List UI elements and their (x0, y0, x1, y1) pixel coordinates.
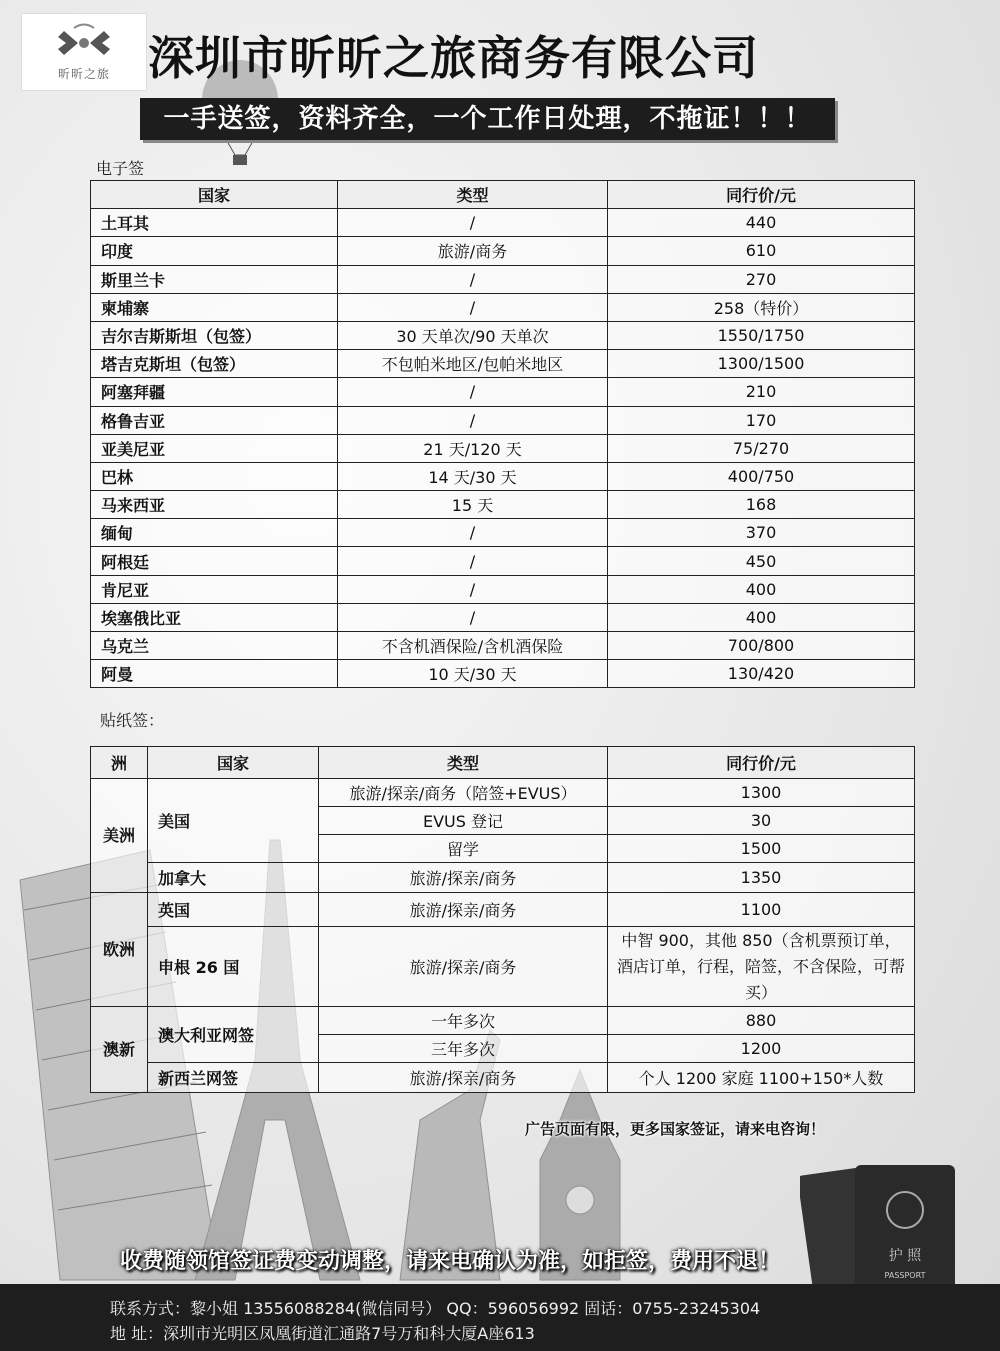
price-cell: 75/270 (608, 434, 915, 462)
price-cell: 610 (608, 237, 915, 265)
type-cell: / (338, 378, 608, 406)
type-cell: 旅游/探亲/商务 (319, 927, 608, 1007)
column-header-type: 类型 (338, 181, 608, 209)
country-cell: 加拿大 (148, 863, 319, 893)
table-row (91, 575, 915, 603)
sticker-section-label: 贴纸签： (100, 711, 165, 730)
price-cell: 450 (608, 547, 915, 575)
table-row (91, 893, 915, 927)
country-cell: 印度 (91, 237, 338, 265)
price-cell: 1200 (608, 1035, 915, 1063)
evisa-table-body (91, 209, 915, 688)
type-cell: / (338, 209, 608, 237)
price-cell: 1500 (608, 835, 915, 863)
company-name: 深圳市昕昕之旅商务有限公司 (148, 31, 759, 85)
table-row (91, 293, 915, 321)
country-cell: 阿曼 (91, 660, 338, 688)
type-cell: 一年多次 (319, 1007, 608, 1035)
svg-text:PASSPORT: PASSPORT (884, 1271, 926, 1280)
price-cell: 30 (608, 807, 915, 835)
price-cell: 1300 (608, 779, 915, 807)
country-cell: 新西兰网签 (148, 1063, 319, 1093)
type-cell: / (338, 265, 608, 293)
table-row (91, 779, 915, 807)
type-cell: / (338, 293, 608, 321)
table-row (91, 406, 915, 434)
price-cell: 440 (608, 209, 915, 237)
type-cell: 留学 (319, 835, 608, 863)
type-cell: EVUS 登记 (319, 807, 608, 835)
type-cell: 14 天/30 天 (338, 462, 608, 490)
price-cell: 700/800 (608, 632, 915, 660)
type-cell: / (338, 519, 608, 547)
price-cell: 258（特价） (608, 293, 915, 321)
sticker-visa-table (90, 746, 915, 1093)
type-cell: 旅游/探亲/商务 (319, 893, 608, 927)
table-row (91, 265, 915, 293)
country-cell: 塔吉克斯坦（包签） (91, 350, 338, 378)
continent-cell-europe: 欧洲 (91, 893, 148, 1007)
country-cell: 柬埔寨 (91, 293, 338, 321)
table-row (91, 603, 915, 631)
price-cell: 370 (608, 519, 915, 547)
table-row (91, 1007, 915, 1035)
country-cell: 缅甸 (91, 519, 338, 547)
price-cell: 880 (608, 1007, 915, 1035)
price-cell: 中智 900，其他 850（含机票预订单，酒店订单，行程，陪签，不含保险，可帮买） (608, 927, 915, 1007)
slogan-banner: 一手送签，资料齐全，一个工作日处理，不拖证！！！ (140, 98, 835, 140)
country-cell: 申根 26 国 (148, 927, 319, 1007)
price-cell: 个人 1200 家庭 1100+150*人数 (608, 1063, 915, 1093)
table-row (91, 547, 915, 575)
country-cell: 埃塞俄比亚 (91, 603, 338, 631)
column-header-price: 同行价/元 (608, 181, 915, 209)
country-cell: 阿塞拜疆 (91, 378, 338, 406)
column-header-continent: 洲 (91, 747, 148, 779)
table-row (91, 632, 915, 660)
price-cell: 1550/1750 (608, 321, 915, 349)
price-cell: 170 (608, 406, 915, 434)
type-cell: 不含机酒保险/含机酒保险 (338, 632, 608, 660)
fee-disclaimer: 收费随领馆签证费变动调整，请来电确认为准，如拒签，费用不退！ (120, 1249, 781, 1274)
price-cell: 400 (608, 575, 915, 603)
country-cell: 英国 (148, 893, 319, 927)
price-cell: 210 (608, 378, 915, 406)
table-row (91, 321, 915, 349)
country-cell: 马来西亚 (91, 491, 338, 519)
type-cell: / (338, 406, 608, 434)
type-cell: 30 天单次/90 天单次 (338, 321, 608, 349)
type-cell: 旅游/商务 (338, 237, 608, 265)
more-countries-notice: 广告页面有限，更多国家签证，请来电咨询！ (525, 1120, 826, 1138)
country-cell: 美国 (148, 779, 319, 863)
table-row (91, 378, 915, 406)
evisa-table (90, 180, 915, 688)
price-cell: 1100 (608, 893, 915, 927)
contact-line: 联系方式：黎小姐 13556088284(微信同号） QQ：596056992 固话：0755-23245304 (110, 1299, 761, 1318)
type-cell: 三年多次 (319, 1035, 608, 1063)
country-cell: 澳大利亚网签 (148, 1007, 319, 1063)
country-cell: 亚美尼亚 (91, 434, 338, 462)
type-cell: 旅游/探亲/商务 (319, 1063, 608, 1093)
price-cell: 168 (608, 491, 915, 519)
table-row (91, 491, 915, 519)
table-row (91, 350, 915, 378)
continent-cell-america: 美洲 (91, 779, 148, 893)
table-row (91, 434, 915, 462)
type-cell: / (338, 547, 608, 575)
column-header-country: 国家 (148, 747, 319, 779)
table-row (91, 237, 915, 265)
price-cell: 270 (608, 265, 915, 293)
logo (21, 13, 147, 91)
address-line: 地 址：深圳市光明区凤凰街道汇通路7号万和科大厦A座613 (110, 1324, 535, 1343)
country-cell: 土耳其 (91, 209, 338, 237)
country-cell: 斯里兰卡 (91, 265, 338, 293)
table-row (91, 863, 915, 893)
price-cell: 400 (608, 603, 915, 631)
type-cell: 旅游/探亲/商务（陪签+EVUS） (319, 779, 608, 807)
type-cell: 不包帕米地区/包帕米地区 (338, 350, 608, 378)
logo-text: 昕昕之旅 (57, 66, 110, 81)
price-cell: 1350 (608, 863, 915, 893)
svg-text:护 照: 护 照 (888, 1248, 922, 1264)
column-header-country: 国家 (91, 181, 338, 209)
country-cell: 巴林 (91, 462, 338, 490)
price-cell: 400/750 (608, 462, 915, 490)
country-cell: 阿根廷 (91, 547, 338, 575)
logo-icon (54, 23, 114, 63)
table-row (91, 519, 915, 547)
price-cell: 130/420 (608, 660, 915, 688)
type-cell: 10 天/30 天 (338, 660, 608, 688)
table-row (91, 927, 915, 1007)
country-cell: 格鲁吉亚 (91, 406, 338, 434)
type-cell: / (338, 603, 608, 631)
type-cell: / (338, 575, 608, 603)
table-row (91, 1063, 915, 1093)
type-cell: 旅游/探亲/商务 (319, 863, 608, 893)
column-header-type: 类型 (319, 747, 608, 779)
country-cell: 肯尼亚 (91, 575, 338, 603)
table-row (91, 462, 915, 490)
price-cell: 1300/1500 (608, 350, 915, 378)
country-cell: 吉尔吉斯斯坦（包签） (91, 321, 338, 349)
table-row (91, 209, 915, 237)
type-cell: 15 天 (338, 491, 608, 519)
country-cell: 乌克兰 (91, 632, 338, 660)
column-header-price: 同行价/元 (608, 747, 915, 779)
table-row (91, 660, 915, 688)
continent-cell-oceania: 澳新 (91, 1007, 148, 1093)
evisa-section-label: 电子签 (96, 159, 145, 178)
type-cell: 21 天/120 天 (338, 434, 608, 462)
